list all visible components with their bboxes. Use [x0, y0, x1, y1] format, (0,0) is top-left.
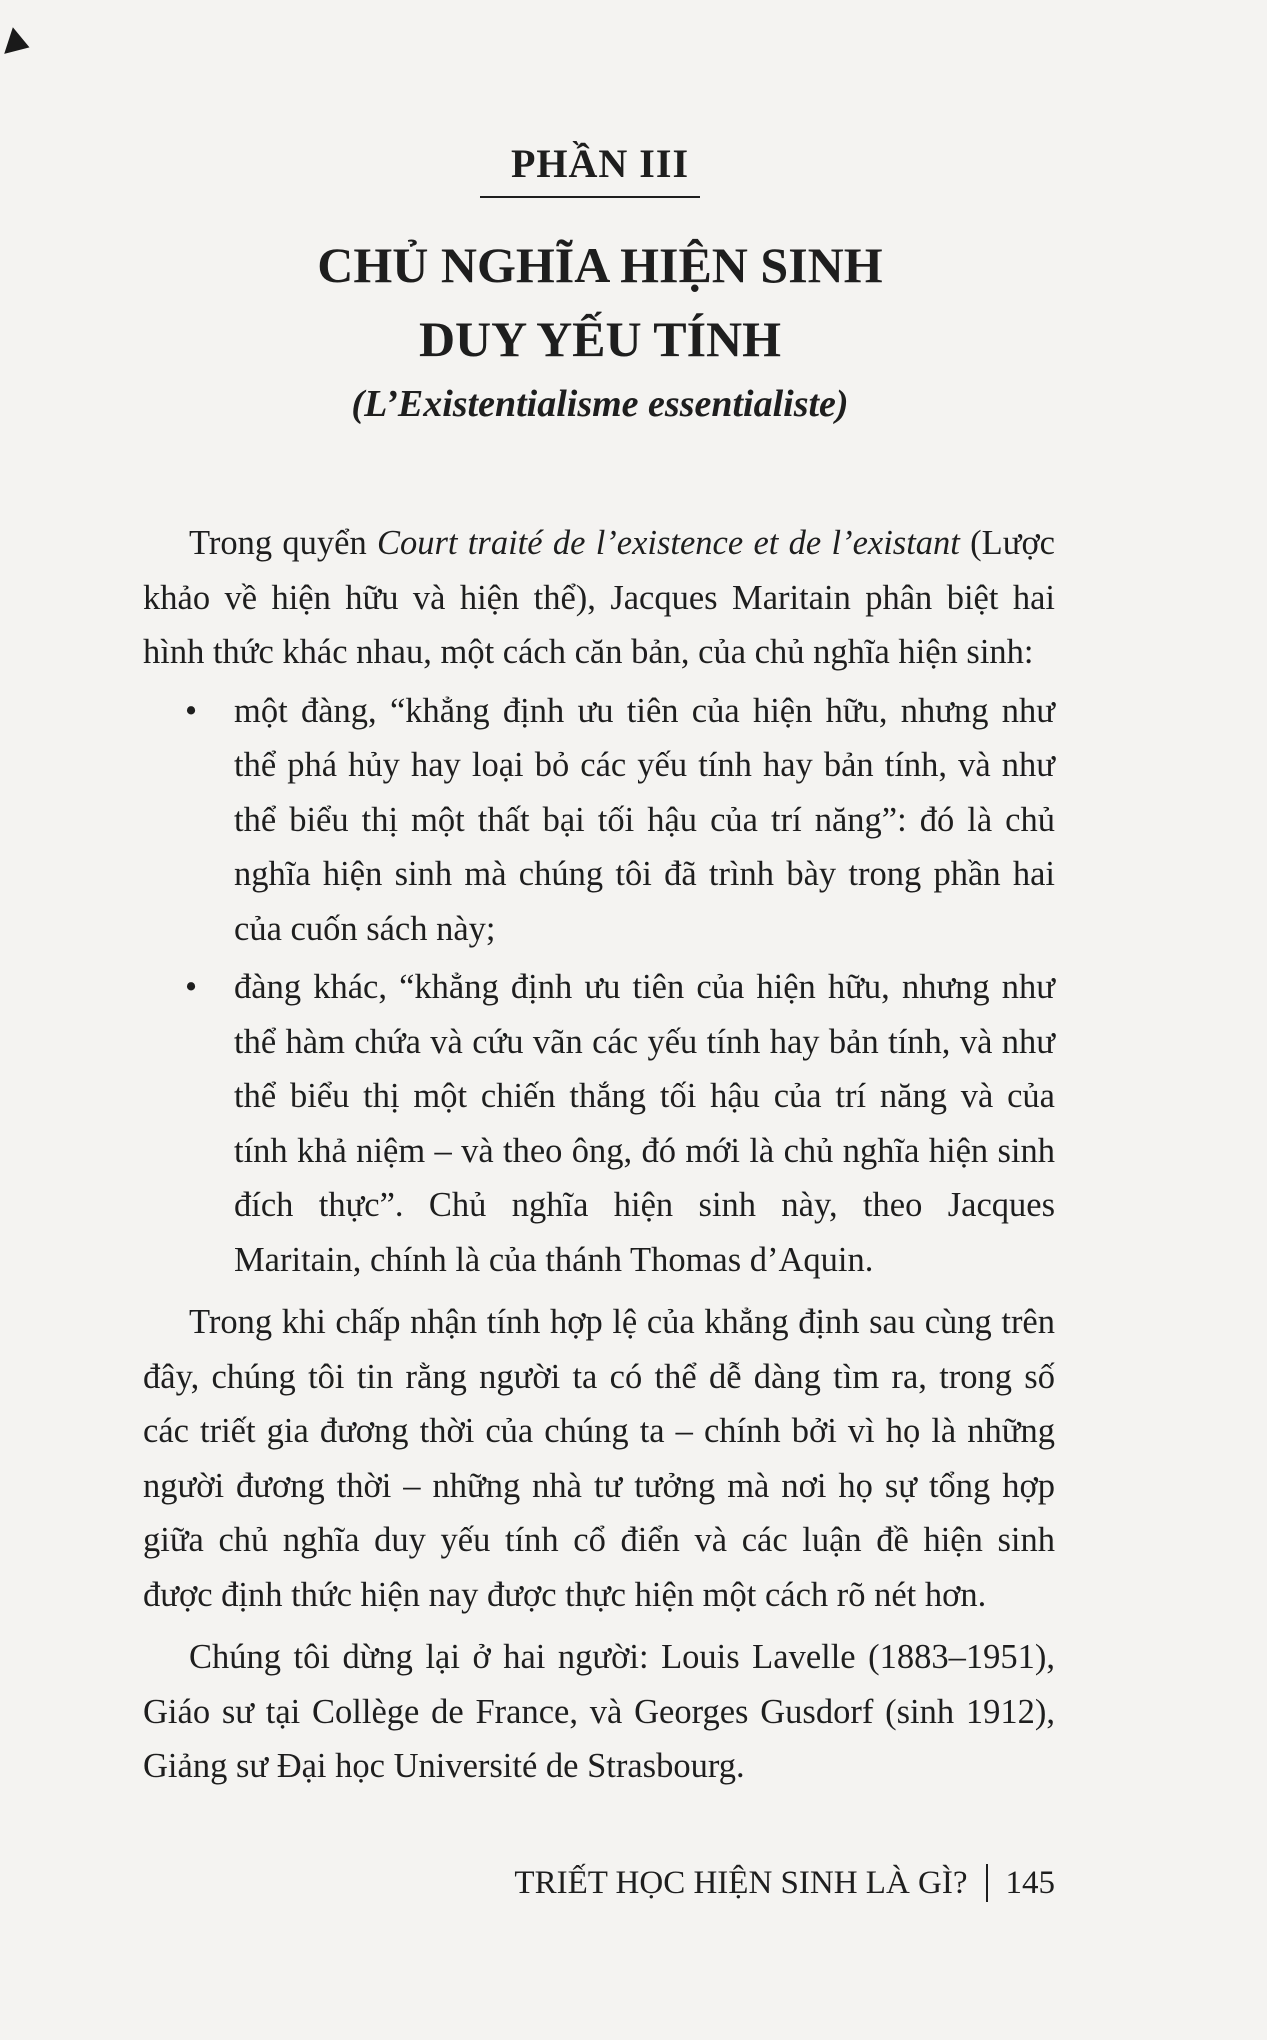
- bullet-marker: •: [185, 691, 198, 730]
- bullet-list: [143, 684, 1055, 1288]
- bullet-marker: •: [185, 968, 198, 1006]
- bullet-text-2: đàng khác, “khẳng định ưu tiên của hiện hữu, nhưng như thể hàm chứa và cứu vãn các yếu tính hay bản tính, và như thể biểu thị một chiến thắng tối hậu của trí năng và của tính khả niệm – và theo ông, đó mới là chủ nghĩa hiện sinh đích thực”. Chủ nghĩa hiện sinh này, theo Jacques Maritain, chính là của thánh Thomas d’Aquin.: [234, 968, 1055, 1279]
- page-number: 145: [1005, 1864, 1055, 1901]
- paragraph-1-start: Trong quyển: [189, 524, 377, 562]
- part-underline: [480, 196, 700, 198]
- bullet-item-1: [143, 684, 1055, 957]
- bullet-item-2: [143, 960, 1055, 1287]
- chapter-title-line-1: CHỦ NGHĨA HIỆN SINH: [317, 237, 883, 293]
- corner-arrow-mark: [4, 27, 34, 60]
- chapter-title-line-2: DUY YẾU TÍNH: [418, 311, 782, 367]
- part-heading: PHẦN III: [510, 141, 690, 186]
- paragraph-3: Chúng tôi dừng lại ở hai người: Louis Lavelle (1883–1951), Giáo sư tại Collège de France, và Georges Gusdorf (sinh 1912), Giảng sư Đại học Université de Strasbourg.: [143, 1638, 1055, 1785]
- running-title: TRIẾT HỌC HIỆN SINH LÀ GÌ?: [514, 1864, 968, 1901]
- footer-divider: [986, 1864, 988, 1902]
- paragraph-1: [143, 516, 1055, 680]
- book-title-italic: Court traité de l’existence et de l’existant: [377, 524, 960, 562]
- body-text: [143, 516, 1055, 1802]
- chapter-subtitle: (L’Existentialisme essentialiste): [351, 383, 849, 425]
- paragraph-2: Trong khi chấp nhận tính hợp lệ của khẳng định sau cùng trên đây, chúng tôi tin rằng người ta có thể dễ dàng tìm ra, trong số các triết gia đương thời của chúng ta – chính bởi vì họ là những người đương thời – những nhà tư tưởng mà nơi họ sự tổng hợp giữa chủ nghĩa duy yếu tính cổ điển và các luận đề hiện sinh được định thức hiện nay được thực hiện một cách rõ nét hơn.: [143, 1303, 1055, 1614]
- chapter-title: [0, 228, 1200, 376]
- page-footer: [514, 1864, 1055, 1902]
- bullet-text-1: một đàng, “khẳng định ưu tiên của hiện hữu, nhưng như thể phá hủy hay loại bỏ các yếu tính hay bản tính, và như thể biểu thị một thất bại tối hậu của trí năng”: đó là chủ nghĩa hiện sinh mà chúng tôi đã trình bày trong phần hai của cuốn sách này;: [234, 691, 1055, 948]
- paragraph-1-end: (Lược khảo về hiện hữu và hiện thể), Jacques Maritain phân biệt hai hình thức khác nhau, một cách căn bản, của chủ nghĩa hiện sinh:: [143, 524, 1055, 671]
